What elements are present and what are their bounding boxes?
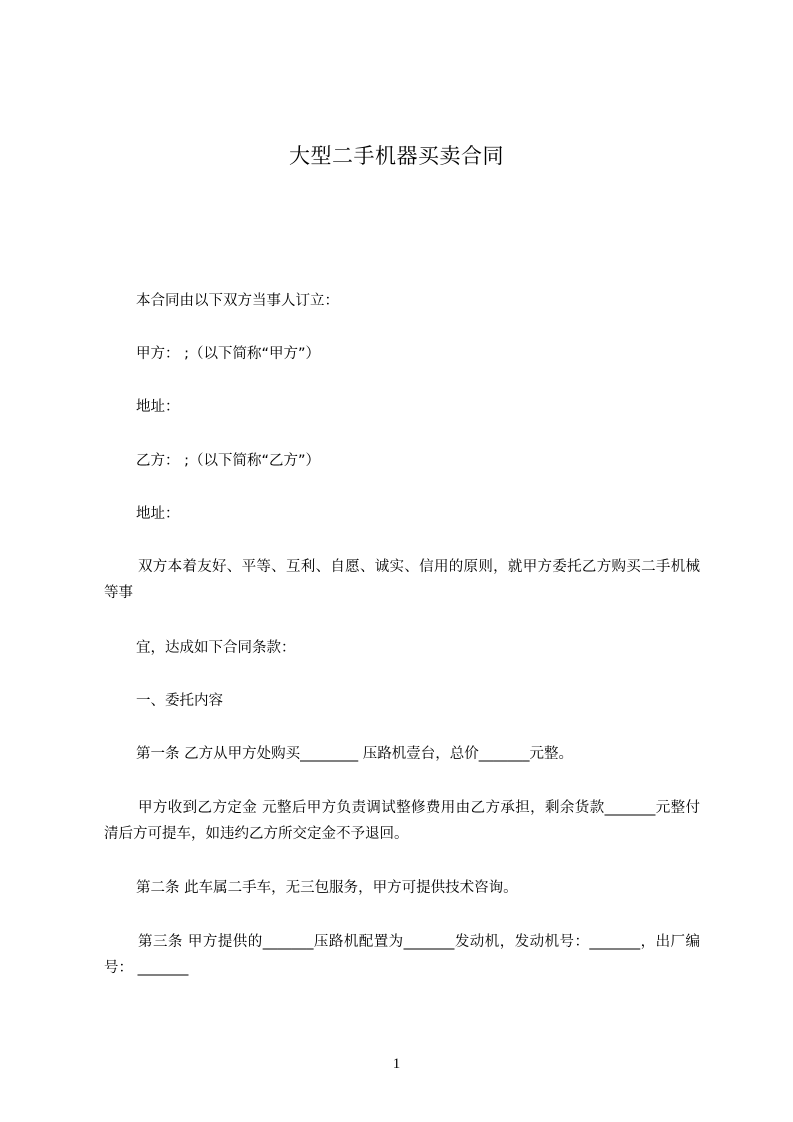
article-3: 第三条 甲方提供的_______压路机配置为_______发动机，发动机号：_______，出厂编号： _______ [104, 934, 700, 976]
article-2: 第二条 此车属二手车，无三包服务，甲方可提供技术咨询。 [136, 880, 518, 896]
section-heading-delegation: 一、委托内容 [136, 693, 223, 709]
party-b-address: 地址： [136, 506, 180, 522]
document-title: 大型二手机器买卖合同 [289, 144, 504, 168]
payment-paragraph: 甲方收到乙方定金 元整后甲方负责调试整修费用由乙方承担，剩余货款_______元整付清后方可提车，如违约乙方所交定金不予退回。 [104, 800, 700, 842]
party-a-line: 甲方： ;（以下简称“甲方”） [136, 346, 321, 362]
party-b-line: 乙方： ;（以下简称“乙方”） [136, 453, 321, 469]
page-number: 1 [392, 1056, 401, 1072]
intro-paragraph: 本合同由以下双方当事人订立： [136, 293, 339, 309]
agreement-line: 宜，达成如下合同条款： [136, 640, 296, 656]
party-a-address: 地址： [136, 399, 180, 415]
article-1: 第一条 乙方从甲方处购买________ 压路机壹台，总价_______元整。 [136, 746, 573, 762]
principle-paragraph: 双方本着友好、平等、互利、自愿、诚实、信用的原则，就甲方委托乙方购买二手机械等事 [104, 559, 700, 601]
